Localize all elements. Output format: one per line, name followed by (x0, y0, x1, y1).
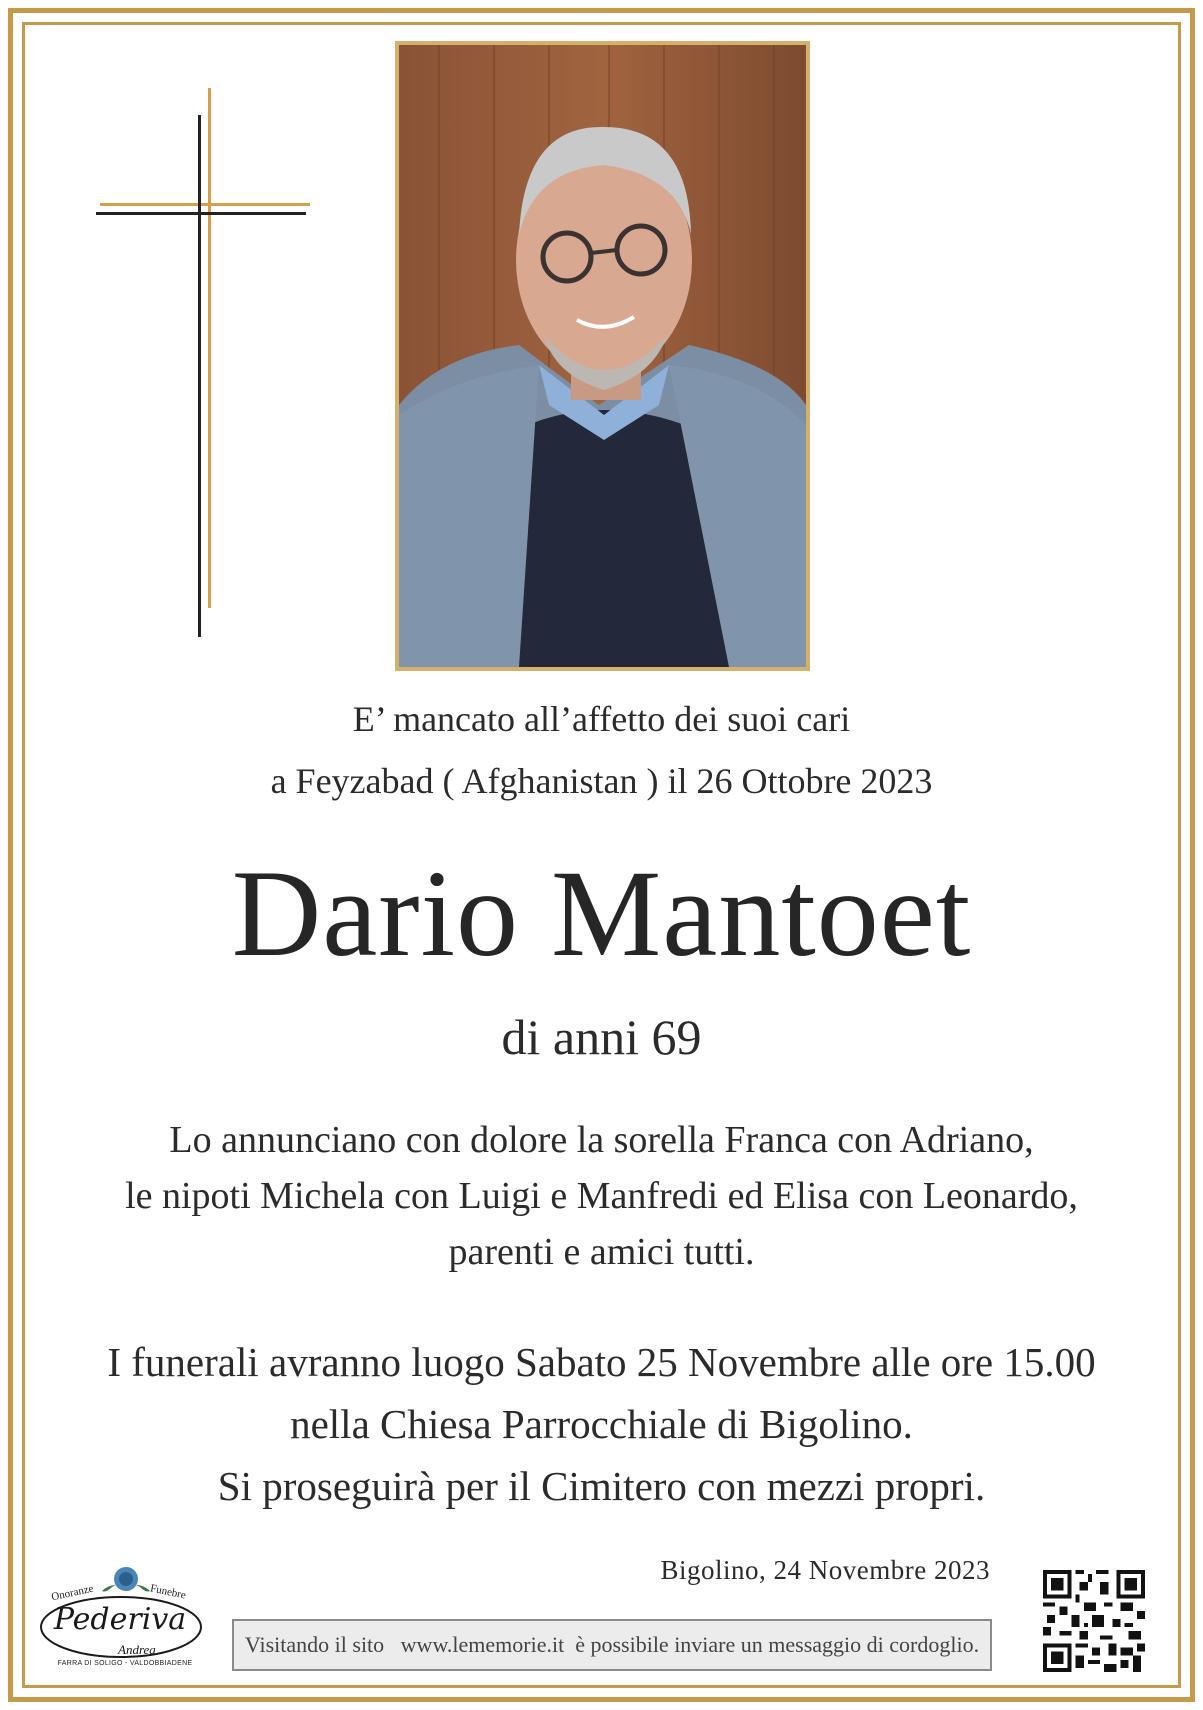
condolence-text-1: Visitando il sito (244, 1632, 385, 1657)
condolence-site-link[interactable]: www.lememorie.it (400, 1632, 565, 1657)
logo-name: Pederiva (53, 1602, 187, 1637)
family-line-2: le nipoti Michela con Luigi e Manfredi ed Elisa con Leonardo, (125, 1175, 1078, 1217)
logo-subname: Andrea (118, 1642, 156, 1657)
portrait-photo (395, 41, 810, 671)
rose-icon (102, 1567, 150, 1592)
funeral-line-1: I funerali avranno luogo Sabato 25 Novembre alle ore 15.00 (107, 1339, 1096, 1385)
intro-line-2: a Feyzabad ( Afghanistan ) il 26 Ottobre 2023 (270, 761, 933, 801)
logo-text-funebre: Funebre (149, 1582, 187, 1602)
logo-text-onoranze: Onoranze (50, 1582, 95, 1604)
qr-code-icon[interactable] (1043, 1570, 1145, 1672)
deceased-name: Dario Mantoet (231, 845, 972, 982)
cross-icon (92, 85, 322, 645)
deceased-age: di anni 69 (501, 1009, 702, 1065)
logo-town: FARRA DI SOLIGO - VALDOBBIADENE (57, 1660, 193, 1667)
funeral-line-3: Si proseguirà per il Cimitero con mezzi propri. (217, 1463, 986, 1509)
family-line-1: Lo annunciano con dolore la sorella Franca con Adriano, (169, 1119, 1034, 1161)
place-date: Bigolino, 24 Novembre 2023 (660, 1555, 990, 1585)
condolence-notice (232, 1619, 992, 1671)
condolence-text-2: è possibile inviare un messaggio di cordoglio. (575, 1632, 980, 1657)
funeral-line-2: nella Chiesa Parrocchiale di Bigolino. (290, 1401, 913, 1447)
intro-line-1: E’ mancato all’affetto dei suoi cari (352, 699, 851, 739)
family-line-3: parenti e amici tutti. (448, 1231, 755, 1273)
